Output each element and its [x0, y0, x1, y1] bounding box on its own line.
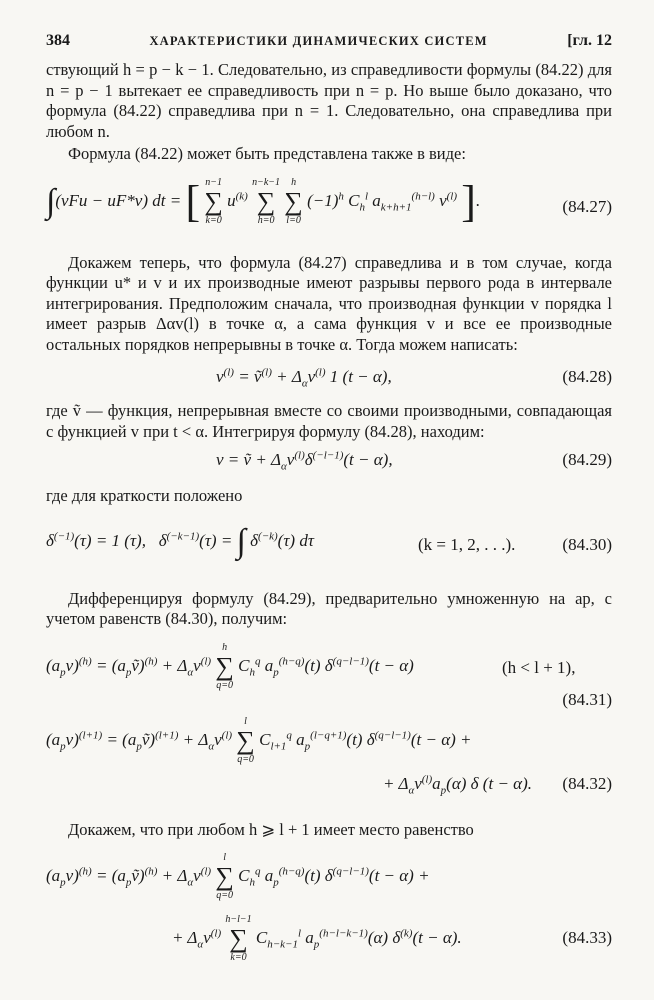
paragraph-6: Дифференцируя формулу (84.29), предварительно умноженную на ap, с учетом равенств (84.30), получим:	[46, 588, 612, 628]
equation-number: (84.28)	[562, 367, 612, 386]
running-header	[46, 32, 612, 50]
equation-range: (k = 1, 2, . . .).	[418, 534, 516, 554]
equation-84-32: $(a_pv)^{(l+1)}$ = $(a_pṽ)^{(l+1)} + \Delta_\alpha v^{(l)}$ l ∑ q=0 $C_{l+1}^q$ $a_p^{(l-q+1)}(t) \delta^{(q-l-1)}(t - \alpha)$ + + $\Delta_\alpha v^{(l)}a_p(\alpha)$ δ (t − α). (84.32)	[46, 715, 612, 796]
equation-84-27: ∫(vFu − uF*v) dt = [ n−1 ∑ k=0 $u^{(k)}$ n−k−1 ∑ h=0 h ∑ l=0 $(-1)^h$ $C_h^l$ $a_{k+h+1}^{(h-l)}$ $v^{(l)}$ ]. (84.27)	[46, 176, 612, 226]
equation-number: (84.33)	[562, 928, 612, 947]
equation-84-33: $(a_pv)^{(h)}$ = $(a_pṽ)^{(h)} + \Delta_\alpha v^{(l)}$ l ∑ q=0 $C_h^q$ $a_p^{(h-q)}(t) \delta^{(q-l-1)}(t - \alpha)$ + + $\Delta_\alpha v^{(l)}$ h−l−1 ∑ k=0 $C_{h-k-1}^l$ $a_p^{(h-l-k-1)}(\alpha) \delta^{(k)}(t - \alpha)$. (84.33)	[46, 852, 612, 963]
paragraph-2: Формула (84.22) может быть представлена также в виде:	[68, 144, 466, 163]
paragraph-7: Докажем, что при любом h ⩾ l + 1 имеет место равенство	[68, 819, 474, 839]
running-title: ХАРАКТЕРИСТИКИ ДИНАМИЧЕСКИХ СИСТЕМ	[149, 34, 488, 48]
equation-condition: (h < l + 1),	[502, 657, 576, 677]
equation-number: (84.29)	[562, 450, 612, 469]
page	[46, 32, 612, 978]
equation-84-31: $(a_pv)^{(h)}$ = $(a_pṽ)^{(h)} + \Delta_\alpha v^{(l)}$ h ∑ q=0 $C_h^q$ $a_p^{(h-q)}(t) \delta^{(q-l-1)}(t - \alpha)$ (h < l + 1), (84.31)	[46, 641, 612, 709]
paragraph-5: где для краткости положено	[46, 486, 243, 505]
equation-number: (84.27)	[562, 196, 612, 216]
equation-number: (84.30)	[562, 534, 612, 554]
equation-84-28: $v^{(l)}$ = ṽ$^{(l)}$ + $\Delta_\alpha v^{(l)}$ 1 (t − α), (84.28)	[216, 366, 612, 390]
equation-number: (84.31)	[562, 689, 612, 709]
equation-84-30: $\delta^{(-1)}(\tau) = 1$ (τ), $\delta^{(-k-1)}(\tau)$ = ∫ $\delta^{(-k)}(\tau)$ dτ (k = 1, 2, . . .). (84.30)	[46, 522, 612, 560]
paragraph-3: Докажем теперь, что формула (84.27) справедлива и в том случае, когда функции u* и v и их производные имеют разрывы первого рода в интервале интегрирования. Предположим сначала, что производная функции v порядка l имеет разрыв Δαv(l) в точке α, а сама функция v и все ее производные остальных порядков непрерывны в точке α. Тогда можем написать:	[46, 252, 612, 354]
paragraph-4: где ṽ — функция, непрерывная вместе со своими производными, совпадающая с функцией v при t < α. Интегрируя формулу (84.28), находим:	[46, 401, 612, 441]
paragraph-1: ствующий h = p − k − 1. Следовательно, из справедливости формулы (84.22) для n = p − 1 вытекает ее справедливость при n = p. Но выше было доказано, что формула (84.22) справедлива при n = 1. Следовательно, она справедлива при любом n.	[46, 60, 612, 141]
page-number: 384	[46, 32, 70, 49]
equation-84-29: v = ṽ + $\Delta_\alpha v^{(l)}\delta^{(-l-1)}(t - \alpha)$, (84.29)	[216, 449, 612, 473]
equation-number: (84.32)	[562, 773, 612, 793]
chapter-label: [гл. 12	[567, 32, 612, 49]
